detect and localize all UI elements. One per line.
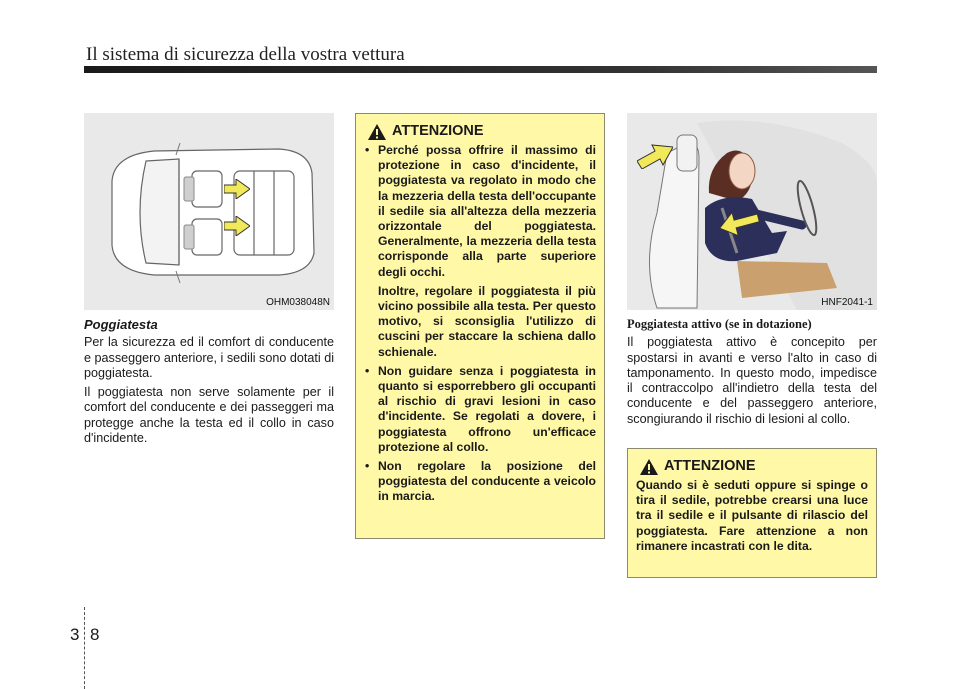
warning-bullet <box>364 364 596 455</box>
warning-text: • Perché possa offrire il massimo di protezione in caso d'incidente, il poggiatesta va regolato in modo che la mezzeria della testa dell'occupante il sedile sia all'altezza della mezzeria orizzontale del poggiatesta. Generalmente, la mezzeria della testa corrisponde alla parte superiore degli occhi. <box>378 143 596 279</box>
image-code: OHM038048N <box>266 297 330 308</box>
warning-text: Quando si è seduti oppure si spinge o tira il sedile, potrebbe crearsi una luce tra il sedile e il pulsante di rilascio del poggiatesta. Fare attenzione a non rimanere incastrati con le dita. <box>636 478 868 553</box>
driver-headrest-image <box>627 113 877 310</box>
warning-bullet <box>364 459 596 505</box>
car-topview-image <box>84 113 334 310</box>
page-divider-vertical <box>84 607 85 689</box>
warning-triangle-icon <box>368 124 386 140</box>
section-number: 3 <box>70 625 80 644</box>
header-title: Il sistema di sicurezza della vostra vettura <box>86 44 405 65</box>
page-number: 8 <box>90 625 100 644</box>
car-topview-drawing <box>84 113 334 310</box>
image-code: HNF2041-1 <box>821 297 873 308</box>
subheading: Poggiatesta <box>84 317 158 332</box>
warning-box-right <box>627 448 877 578</box>
arrow-icon <box>637 143 673 169</box>
warning-header <box>640 459 868 475</box>
warning-header <box>368 124 596 140</box>
warning-bullet <box>364 143 596 360</box>
paragraph: Il poggiatesta attivo è concepito per spostarsi in avanti e verso l'alto in caso di tamponamento. In questo modo, impedisce il contraccolpo all'indietro della testa del conducente e del passeggero anteriore, scongiurando il rischio di lesioni al collo. <box>627 335 877 426</box>
warning-title: ATTENZIONE <box>392 123 484 140</box>
header-rule <box>84 66 877 73</box>
subheading: Poggiatesta attivo (se in dotazione) <box>627 317 812 331</box>
arrow-icon <box>719 211 759 235</box>
warning-triangle-icon <box>640 459 658 475</box>
warning-box-center <box>355 113 605 539</box>
warning-title: ATTENZIONE <box>664 458 756 475</box>
warning-list <box>364 143 596 505</box>
paragraph: Per la sicurezza ed il comfort di conducente e passeggero anteriore, i sedili sono dotati di poggiatesta. <box>84 335 334 380</box>
warning-text: • Non guidare senza i poggiatesta in quanto si esporrebbero gli occupanti al rischio di gravi lesioni in caso d'incidente. Se regolati a dovere, i poggiatesta offrono un'efficace protezione al collo. <box>378 363 596 454</box>
paragraph: Il poggiatesta non serve solamente per il comfort del conducente e dei passeggeri ma protegge anche la testa ed il collo in caso d'incidente. <box>84 385 334 446</box>
warning-text: • Non regolare la posizione del poggiatesta del conducente a veicolo in marcia. <box>378 459 596 504</box>
warning-text: Inoltre, regolare il poggiatesta il più vicino possibile alla testa. Per questo motivo, si sconsiglia l'utilizzo di cuscini per staccare la schiena dallo schienale. <box>378 283 596 359</box>
arrow-icon <box>224 216 250 236</box>
right-column <box>627 317 877 431</box>
left-column <box>84 317 334 450</box>
arrow-icon <box>224 179 250 199</box>
